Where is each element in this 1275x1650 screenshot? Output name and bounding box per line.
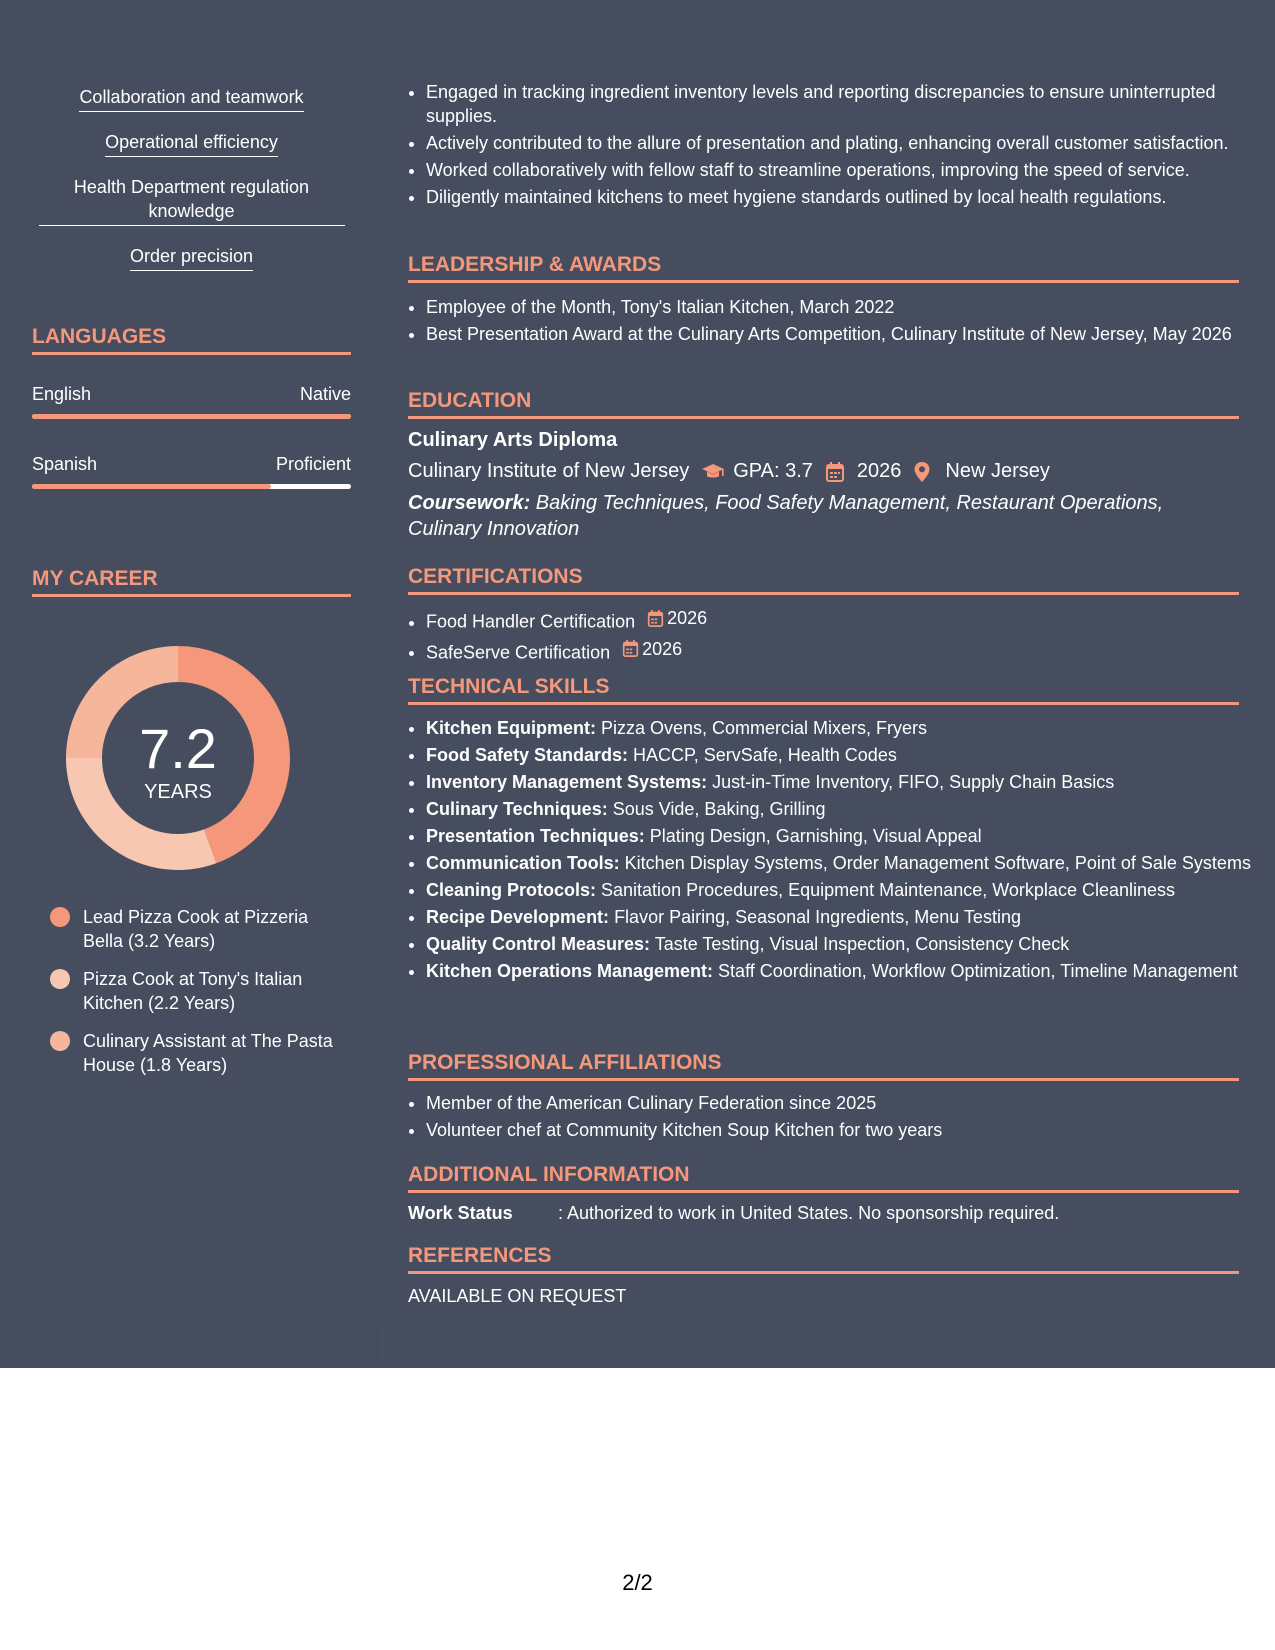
technical-skill-text: Sanitation Procedures, Equipment Maintenance, Workplace Cleanliness xyxy=(596,880,1176,900)
legend-dot xyxy=(50,1031,70,1051)
language-bar-fill xyxy=(32,484,271,489)
career-heading: MY CAREER xyxy=(32,567,351,597)
technical-skill-item xyxy=(426,743,1257,767)
education-gpa: GPA: 3.7 xyxy=(733,460,813,482)
experience-bullet: • Diligently maintained kitchens to meet hygiene standards outlined by local health regulations. xyxy=(426,185,1257,209)
technical-skill-label: Communication Tools: xyxy=(426,853,620,873)
calendar-icon xyxy=(647,609,664,628)
skill-item: Health Department regulation knowledge xyxy=(39,175,345,226)
technical-skill-label: Culinary Techniques: xyxy=(426,799,608,819)
experience-bullet: • Worked collaboratively with fellow staff to streamline operations, improving the speed of service. xyxy=(426,158,1257,182)
skill-item: Collaboration and teamwork xyxy=(79,85,303,112)
calendar-icon xyxy=(825,461,849,483)
calendar-icon xyxy=(622,639,639,658)
education-heading: EDUCATION xyxy=(408,389,1239,419)
language-bar xyxy=(32,484,351,489)
technical-skill-label: Cleaning Protocols: xyxy=(426,880,597,900)
career-donut-chart xyxy=(66,646,290,870)
technical-skill-item xyxy=(426,770,1257,794)
technical-skills-list xyxy=(408,716,1257,986)
technical-skill-text: Staff Coordination, Workflow Optimization, Timeline Management xyxy=(713,961,1238,981)
affiliations-list xyxy=(408,1091,1257,1145)
award-item: • Employee of the Month, Tony's Italian Kitchen, March 2022 xyxy=(426,295,1257,319)
affiliation-item: • Volunteer chef at Community Kitchen Soup Kitchen for two years xyxy=(426,1118,1257,1142)
technical-skill-item xyxy=(426,905,1257,929)
career-legend xyxy=(50,905,340,1091)
coursework-label: Coursework: xyxy=(408,492,531,514)
column-divider xyxy=(382,1328,383,1358)
technical-skill-text: HACCP, ServSafe, Health Codes xyxy=(628,745,897,765)
education-school: Culinary Institute of New Jersey xyxy=(408,460,690,482)
work-status-value: : Authorized to work in United States. No sponsorship required. xyxy=(558,1203,1060,1223)
leadership-heading: LEADERSHIP & AWARDS xyxy=(408,253,1239,283)
technical-skill-label: Recipe Development: xyxy=(426,907,610,927)
education-degree: Culinary Arts Diploma xyxy=(408,429,618,451)
affiliation-item: • Member of the American Culinary Federation since 2025 xyxy=(426,1091,1257,1115)
certification-name: SafeServe Certification xyxy=(426,642,611,662)
technical-skill-text: Kitchen Display Systems, Order Management Software, Point of Sale Systems xyxy=(619,853,1251,873)
education-year: 2026 xyxy=(856,460,902,482)
award-item: • Best Presentation Award at the Culinary Arts Competition, Culinary Institute of New Jersey, May 2026 xyxy=(426,322,1257,346)
language-name: English xyxy=(32,384,92,404)
legend-dot xyxy=(50,907,70,927)
location-pin-icon xyxy=(913,461,937,483)
graduation-cap-icon xyxy=(701,461,725,483)
technical-skill-text: Just-in-Time Inventory, FIFO, Supply Chain Basics xyxy=(707,772,1115,792)
leadership-list xyxy=(408,295,1257,349)
experience-bullet: • Engaged in tracking ingredient inventory levels and reporting discrepancies to ensure uninterrupted supplies. xyxy=(426,80,1257,128)
technical-skill-text: Sous Vide, Baking, Grilling xyxy=(607,799,826,819)
certification-item xyxy=(426,606,1257,634)
legend-label: Culinary Assistant at The Pasta House (1.8 Years) xyxy=(83,1031,333,1075)
certification-item xyxy=(426,637,1257,665)
page-number: 2/2 xyxy=(622,1570,653,1595)
language-bar xyxy=(32,414,351,419)
technical-skill-text: Taste Testing, Visual Inspection, Consistency Check xyxy=(650,934,1070,954)
career-total-value: 7.2 xyxy=(139,717,217,780)
work-status xyxy=(408,1203,1059,1224)
certifications-list xyxy=(408,606,1257,667)
language-level: Proficient xyxy=(275,454,351,474)
legend-label: Pizza Cook at Tony's Italian Kitchen (2.2 Years) xyxy=(83,969,303,1013)
technical-skill-item xyxy=(426,824,1257,848)
skills-list xyxy=(32,85,351,289)
experience-bullet: • Actively contributed to the allure of presentation and plating, enhancing overall customer satisfaction. xyxy=(426,131,1257,155)
certification-year: 2026 xyxy=(667,608,708,628)
language-name: Spanish xyxy=(32,454,98,474)
work-status-label: Work Status xyxy=(408,1203,513,1223)
education-location: New Jersey xyxy=(945,460,1050,482)
legend-dot xyxy=(50,969,70,989)
coursework-text: Baking Techniques, Food Safety Management, Restaurant Operations, Culinary Innovation xyxy=(408,492,1164,540)
technical-skill-label: Presentation Techniques: xyxy=(426,826,645,846)
references-text: AVAILABLE ON REQUEST xyxy=(408,1286,627,1306)
certification-year: 2026 xyxy=(642,638,683,659)
legend-item xyxy=(50,1029,340,1077)
technical-skill-item xyxy=(426,932,1257,956)
certifications-heading: CERTIFICATIONS xyxy=(408,565,1239,595)
technical-skill-item xyxy=(426,851,1257,875)
legend-item xyxy=(50,967,340,1015)
legend-label: Lead Pizza Cook at Pizzeria Bella (3.2 Years) xyxy=(83,907,309,951)
certification-name: Food Handler Certification xyxy=(426,611,636,632)
experience-bullets xyxy=(408,80,1257,212)
additional-info-heading: ADDITIONAL INFORMATION xyxy=(408,1163,1239,1193)
technical-skill-label: Kitchen Operations Management: xyxy=(426,961,714,981)
skill-item: Operational efficiency xyxy=(105,130,278,157)
language-english xyxy=(32,383,351,419)
affiliations-heading: PROFESSIONAL AFFILIATIONS xyxy=(408,1051,1239,1081)
language-spanish xyxy=(32,453,351,489)
references-heading: REFERENCES xyxy=(408,1244,1239,1274)
education-details xyxy=(408,460,1050,483)
language-bar-fill xyxy=(32,414,351,419)
technical-skill-label: Inventory Management Systems: xyxy=(426,772,708,792)
career-total-unit: YEARS xyxy=(144,781,212,803)
technical-skill-label: Quality Control Measures: xyxy=(426,934,651,954)
technical-skill-text: Flavor Pairing, Seasonal Ingredients, Menu Testing xyxy=(609,907,1021,927)
legend-item xyxy=(50,905,340,953)
language-level: Native xyxy=(299,384,351,404)
skill-item: Order precision xyxy=(130,244,253,271)
technical-skill-text: Pizza Ovens, Commercial Mixers, Fryers xyxy=(596,718,928,738)
technical-skills-heading: TECHNICAL SKILLS xyxy=(408,675,1239,705)
technical-skill-label: Food Safety Standards: xyxy=(426,745,629,765)
education-coursework xyxy=(408,490,1239,542)
technical-skill-label: Kitchen Equipment: xyxy=(426,718,596,738)
technical-skill-item xyxy=(426,797,1257,821)
technical-skill-text: Plating Design, Garnishing, Visual Appeal xyxy=(644,826,982,846)
technical-skill-item xyxy=(426,716,1257,740)
languages-heading: LANGUAGES xyxy=(32,325,351,355)
technical-skill-item xyxy=(426,878,1257,902)
technical-skill-item xyxy=(426,959,1257,983)
